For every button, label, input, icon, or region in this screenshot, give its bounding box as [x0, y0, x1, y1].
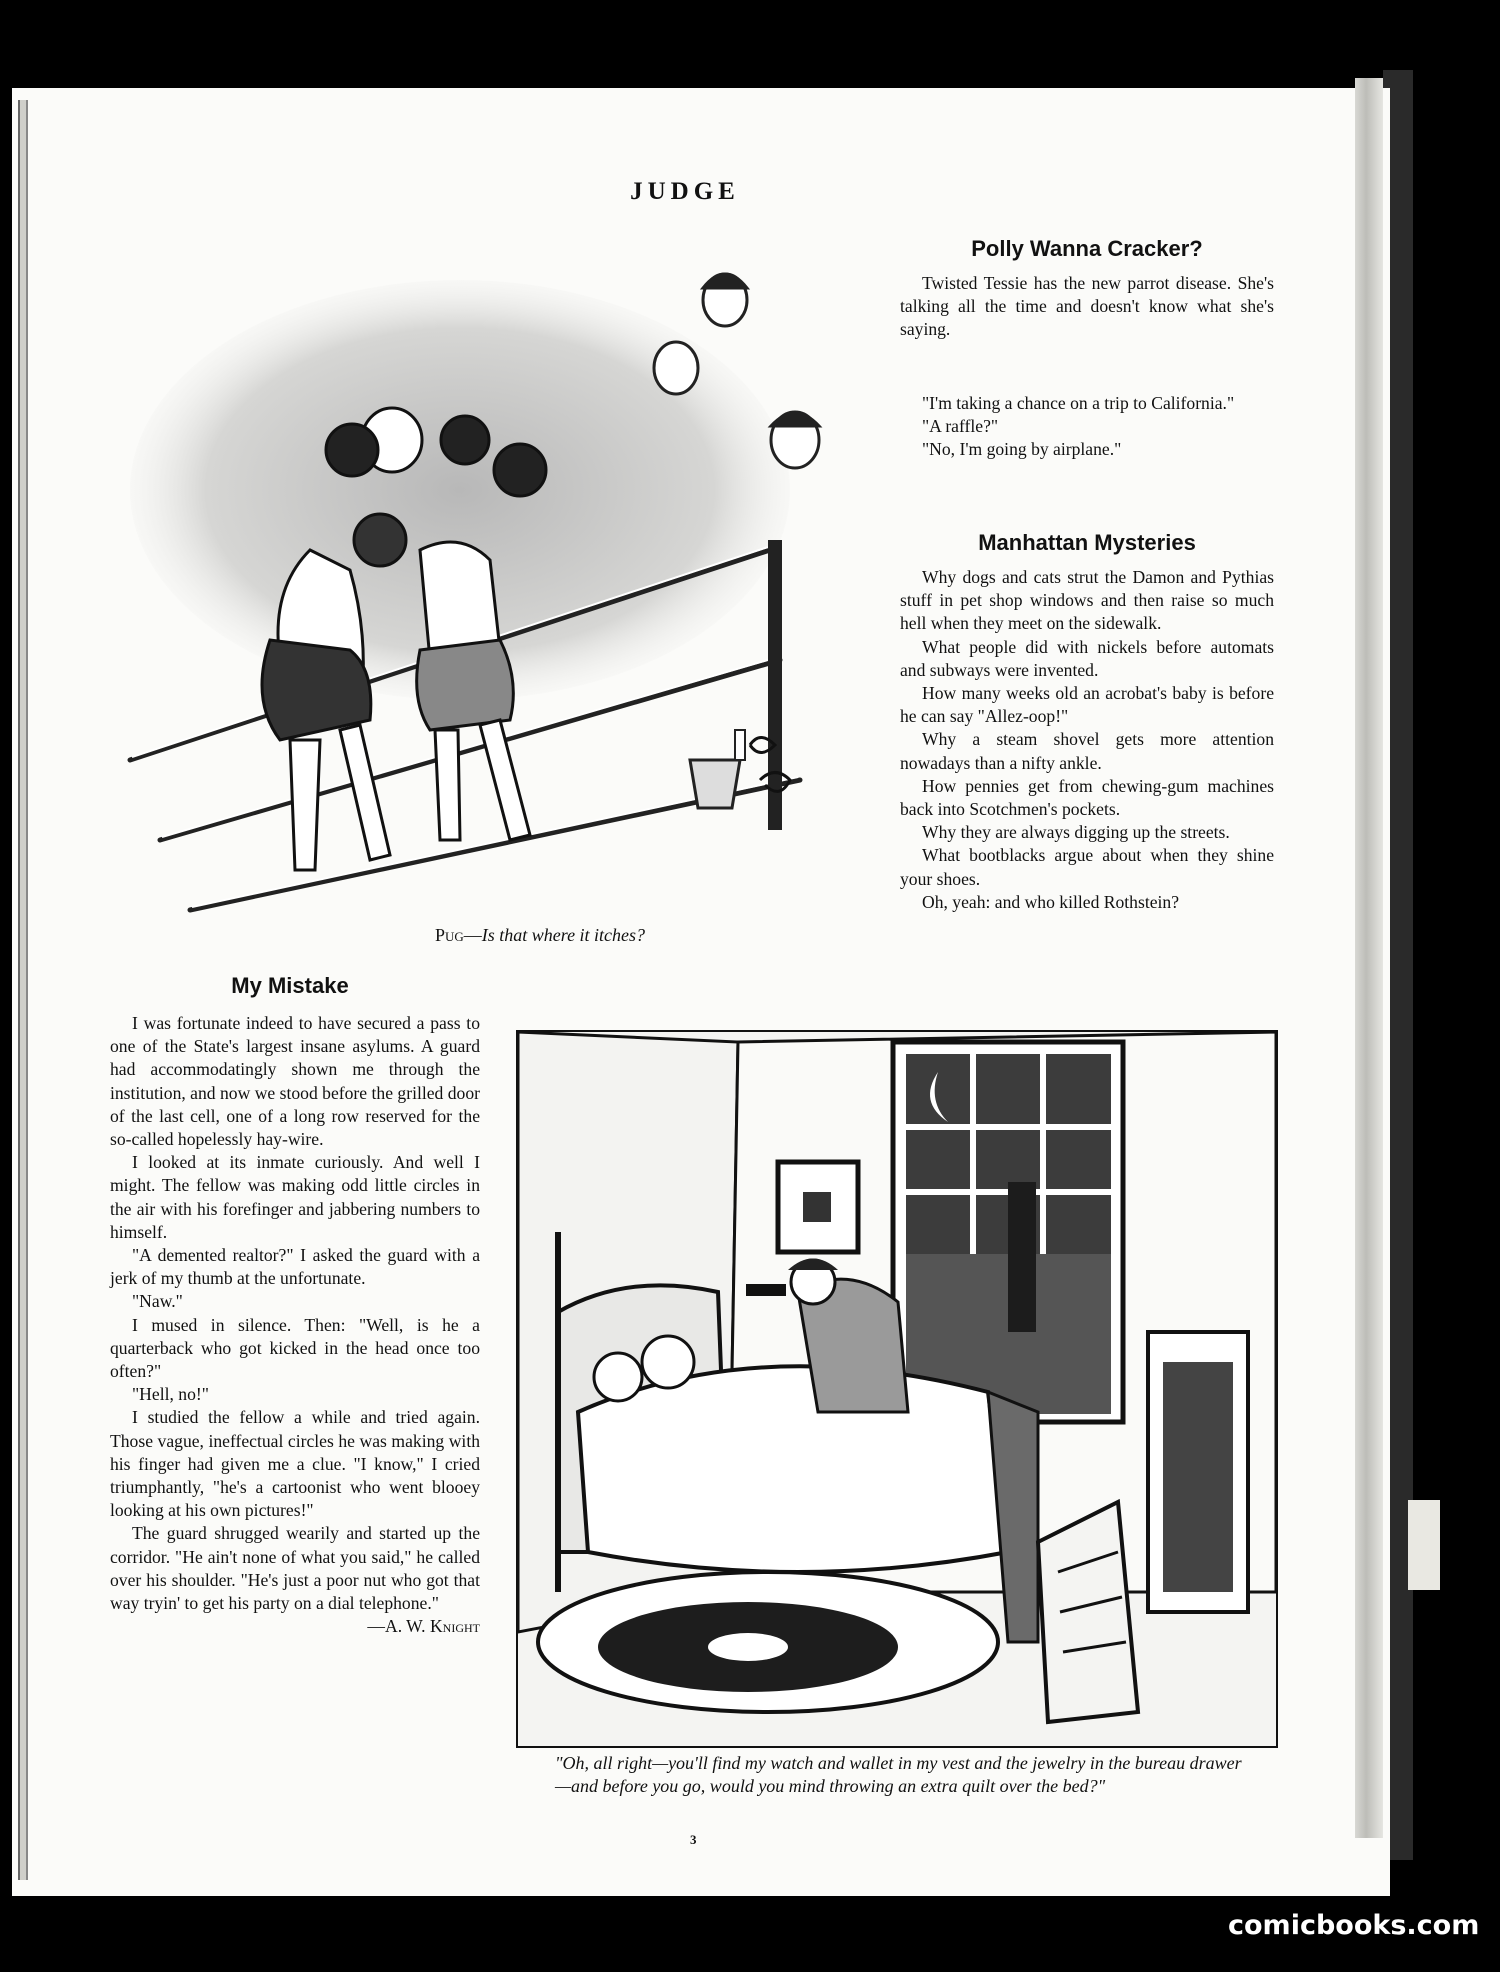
manhattan-paragraph: Why dogs and cats strut the Damon and Pythias stuff in pet shop windows and then raise so much hell when they meet on the sidewalk.: [900, 567, 1274, 634]
mistake-signature: —A. W. Knight: [367, 1616, 480, 1637]
page-number: 3: [690, 1832, 697, 1847]
page-stack-edge: [1355, 78, 1383, 1838]
boxing-illustration: [120, 240, 860, 920]
manhattan-paragraph: Why a steam shovel gets more attention nowadays than a nifty ankle.: [900, 729, 1274, 773]
boxing-caption: [340, 924, 740, 947]
manhattan-text: [900, 566, 1274, 914]
mistake-paragraph: "A demented realtor?" I asked the guard with a jerk of my thumb at the unfortunate.: [110, 1245, 480, 1289]
mistake-paragraph: I studied the fellow a while and tried again. Those vague, ineffectual circles he was making with his finger had given me a clue. "I know," I cried triumphantly, "he's a cartoonist who went blooey looking at his own pictures!": [110, 1407, 480, 1521]
mistake-paragraph: "Hell, no!": [132, 1384, 209, 1405]
mistake-paragraph: "Naw.": [132, 1291, 183, 1312]
manhattan-paragraph: What bootblacks argue about when they shine your shoes.: [900, 845, 1274, 889]
bedroom-cartoon: [516, 1030, 1278, 1748]
manhattan-paragraph: What people did with nickels before automats and subways were invented.: [900, 636, 1274, 680]
raffle-line: "I'm taking a chance on a trip to California.": [922, 393, 1235, 413]
raffle-line: "A raffle?": [922, 416, 999, 437]
bedroom-illustration: [518, 1032, 1276, 1746]
polly-title: Polly Wanna Cracker?: [971, 236, 1203, 261]
caption-text: Is that where it itches?: [481, 925, 646, 945]
manhattan-paragraph: How pennies get from chewing-gum machines back into Scotchmen's pockets.: [900, 775, 1274, 820]
mistake-title: My Mistake: [231, 973, 349, 998]
bedroom-caption: "Oh, all right—you'll find my watch and wallet in my vest and the jewelry in the bureau drawer—and before you go, would you mind throwing an extra quilt over the bed?": [555, 1753, 1242, 1796]
manhattan-paragraph: Oh, yeah: and who killed Rothstein?: [922, 891, 1180, 912]
mistake-paragraph: The guard shrugged wearily and started up the corridor. "He ain't none of what you said," he called over his shoulder. "He's just a poor nut who got that way tryin' to get his party on a dial telephone.": [110, 1523, 480, 1614]
mistake-paragraph: I was fortunate indeed to have secured a pass to one of the State's largest insane asylums. A guard had accommodatingly shown me through the institution, and now we stood before the grilled door of the last cell, one of a long row reserved for the so-called hopelessly hay-wire.: [110, 1013, 480, 1150]
mistake-text: [110, 1012, 480, 1638]
binding-strip: [18, 100, 28, 1880]
polly-text: [900, 272, 1274, 342]
raffle-line: "No, I'm going by airplane.": [922, 439, 1122, 460]
spine-tab: [1408, 1500, 1440, 1590]
mistake-paragraph: I mused in silence. Then: "Well, is he a quarterback who got kicked in the head once too often?": [110, 1314, 480, 1382]
manhattan-paragraph: Why they are always digging up the streets.: [922, 822, 1230, 843]
mistake-paragraph: I looked at its inmate curiously. And well I might. The fellow was making odd little circles in the air with his forefinger and jabbering numbers to himself.: [110, 1152, 480, 1242]
caption-speaker: Pug—: [434, 925, 482, 945]
watermark: comicbooks.com: [1228, 1910, 1480, 1941]
boxing-cartoon: [120, 240, 860, 920]
manhattan-paragraph: How many weeks old an acrobat's baby is before he can say "Allez-oop!": [900, 683, 1274, 727]
manhattan-title: Manhattan Mysteries: [978, 530, 1196, 555]
magazine-title: JUDGE: [630, 178, 740, 205]
raffle-text: [900, 392, 1274, 462]
polly-paragraph: Twisted Tessie has the new parrot disease. She's talking all the time and doesn't know what she's saying.: [900, 273, 1274, 340]
